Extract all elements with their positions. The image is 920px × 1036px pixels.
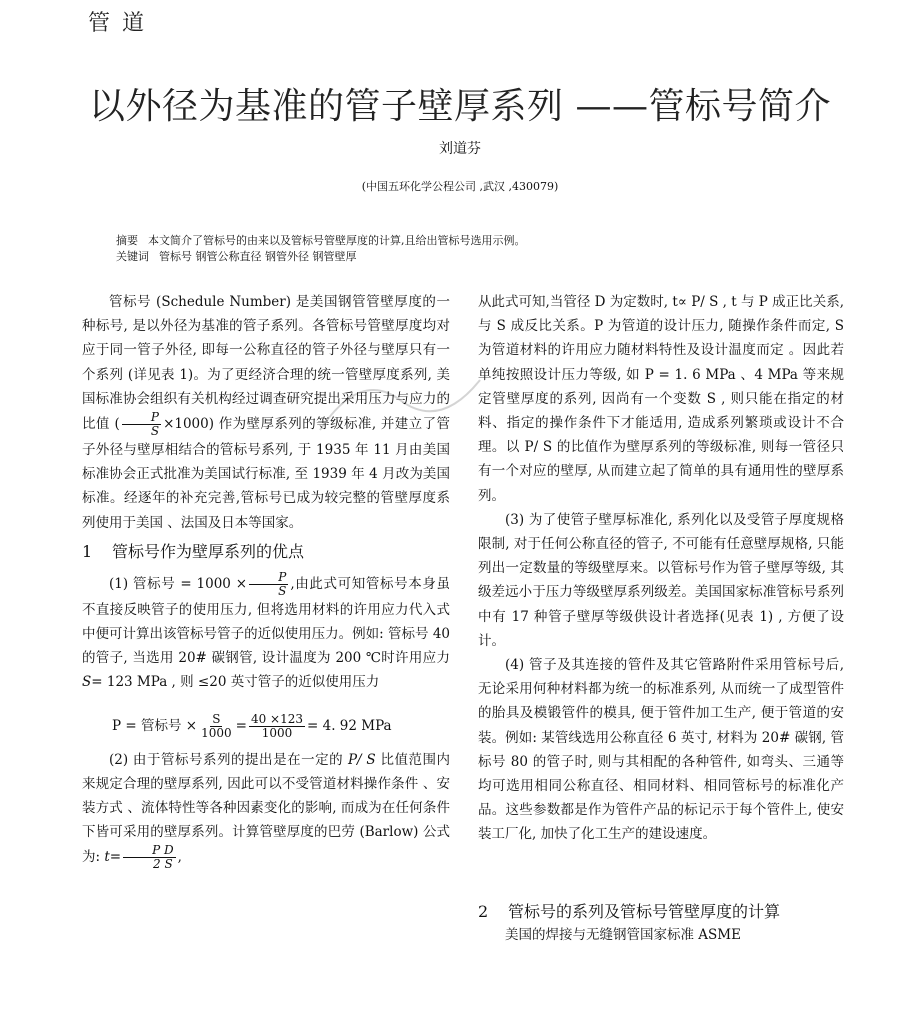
right-column bbox=[478, 290, 844, 947]
abstract-text: 本文简介了管标号的由来以及管标号管壁厚度的计算,且给出管标号选用示例。 bbox=[148, 234, 526, 247]
advantage-3-paragraph: (3) 为了使管子壁厚标准化, 系列化以及受管子厚度规格限制, 对于任何公称直径的管子, 不可能有任意壁厚规格, 只能列出一定数量的等级壁厚来。以管标号作为管子壁厚等级, 其级差远小于压力等级壁厚系列级差。美国国家标准管标号系列中有 17 种管子壁厚等级供设计者选择(见表 1) , 方便了设计。 bbox=[478, 511, 844, 649]
barlow-analysis-paragraph: 从此式可知,当管径 D 为定数时, t∝ P/ S , t 与 P 成正比关系,与 S 成反比关系。P 为管道的设计压力, 随操作条件而定, S 为管道材料的许用应力随材料特性及设计温度而定 。因此若单纯按照设计压力等级, 如 P = 1. 6 MPa 、4 MPa 等来规定管壁厚度的系列, 因尚有一个变数 S , 则只能在指定的材料、指定的操作条件下才能适用, 造成系列繁琐或设计不合理。以 P/ S 的比值作为壁厚系列的等级标准, 则每一管径只有一个对应的壁厚, 从而建立起了简单的具有通用性的壁厚系列。 bbox=[478, 294, 844, 504]
abstract-line bbox=[116, 233, 836, 249]
section-2-heading: 2 管标号的系列及管标号管壁厚度的计算 bbox=[478, 901, 781, 921]
intro-paragraph: 管标号 (Schedule Number) 是美国钢管管壁厚度的一种标号, 是以外径为基准的管子系列。各管标号管壁厚度均对应于同一管子外径, 即每一公称直径的管子外径与壁厚只有一个系列 (详见表 1)。为了更经济合理的统一管壁厚度系列, 美国标准协会组织有关机构经过调查研究提出采用压力与应力的比值 ( $\frac{P}{S}$ ×1000) 作为壁厚系列的等级标准, 并建立了管子外径与壁厚相结合的管标号系列, 于 1935 年 11 月由美国标准协会正式批准为美国试行标准, 至 1939 年 4 月改为美国标准。经逐年的补充完善,管标号已成为较完整的管壁厚度系列使用于美国 、法国及日本等国家。 bbox=[82, 294, 451, 531]
keywords-text: 管标号 钢管公称直径 钢管外径 钢管壁厚 bbox=[159, 250, 357, 263]
section-1-heading: 1 管标号作为壁厚系列的优点 bbox=[82, 541, 305, 561]
advantage-2-paragraph: (2) 由于管标号系列的提出是在一定的 P/ S 比值范围内来规定合理的壁厚系列, 因此可以不受管道材料操作条件 、安装方式 、流体特性等各种因素变化的影响, 而成为在任何条件下皆可采用的壁厚系列。计算管壁厚度的巴劳 (Barlow) 公式为: t= $\frac{\text{P D}}{2 S}$ , bbox=[82, 751, 451, 872]
schedule-fraction: $\frac{P}{S}$ bbox=[249, 571, 288, 598]
abstract-label: 摘要 bbox=[116, 234, 138, 247]
left-column bbox=[82, 290, 450, 871]
author: 刘道芬 bbox=[439, 141, 481, 157]
affiliation: (中国五环化学公程公司 ,武汉 ,430079) bbox=[361, 180, 559, 193]
journal-section-header: 管道 bbox=[88, 11, 157, 36]
advantage-4-paragraph: (4) 管子及其连接的管件及其它管路附件采用管标号后, 无论采用何种材料都为统一的标准系列, 从而统一了成型管件的胎具及模锻管件的模具, 便于管件加工生产, 便于管道的安装。例如: 某管线选用公称直径 6 英寸, 材料为 20# 碳钢, 管标号 80 的管子时, 则与其相配的各种管件, 如弯头、三通等均可选用相同公称直径、相同材料、相同管标号的标准化产品。这些参数都是作为管件产品的标记示于每个管件上, 使安装工厂化, 加快了化工生产的建设速度。 bbox=[478, 657, 844, 843]
paper-title: 以外径为基准的管子壁厚系列 ——管标号简介 bbox=[89, 86, 831, 127]
advantage-1-paragraph: (1) 管标号 = 1000 × $\frac{P}{S}$ ,由此式可知管标号本身虽不直接反映管子的使用压力, 但将选用材料的许用应力代入式中便可计算出该管标号管子的近似使用压力。例如: 管标号 40 的管子, 当选用 20# 碳钢管, 设计温度为 200 ℃时许用应力 S= 123 MPa , 则 ≤20 英寸管子的近似使用压力 bbox=[82, 569, 450, 691]
ratio-fraction: $\frac{P}{S}$ bbox=[122, 411, 161, 438]
keywords-label: 关键词 bbox=[116, 250, 149, 263]
section-2-paragraph: 美国的焊接与无缝钢管国家标准 ASME bbox=[505, 926, 741, 943]
abstract-block bbox=[116, 233, 836, 265]
keywords-line bbox=[116, 249, 836, 265]
barlow-fraction: $\frac{\text{P D}}{2 S}$ bbox=[123, 844, 176, 871]
pressure-equation: P = 管标号 × $\frac{S}{1000}$ = $\frac{40 \times 123}{1000}$ = 4. 92 MPa bbox=[112, 711, 392, 740]
